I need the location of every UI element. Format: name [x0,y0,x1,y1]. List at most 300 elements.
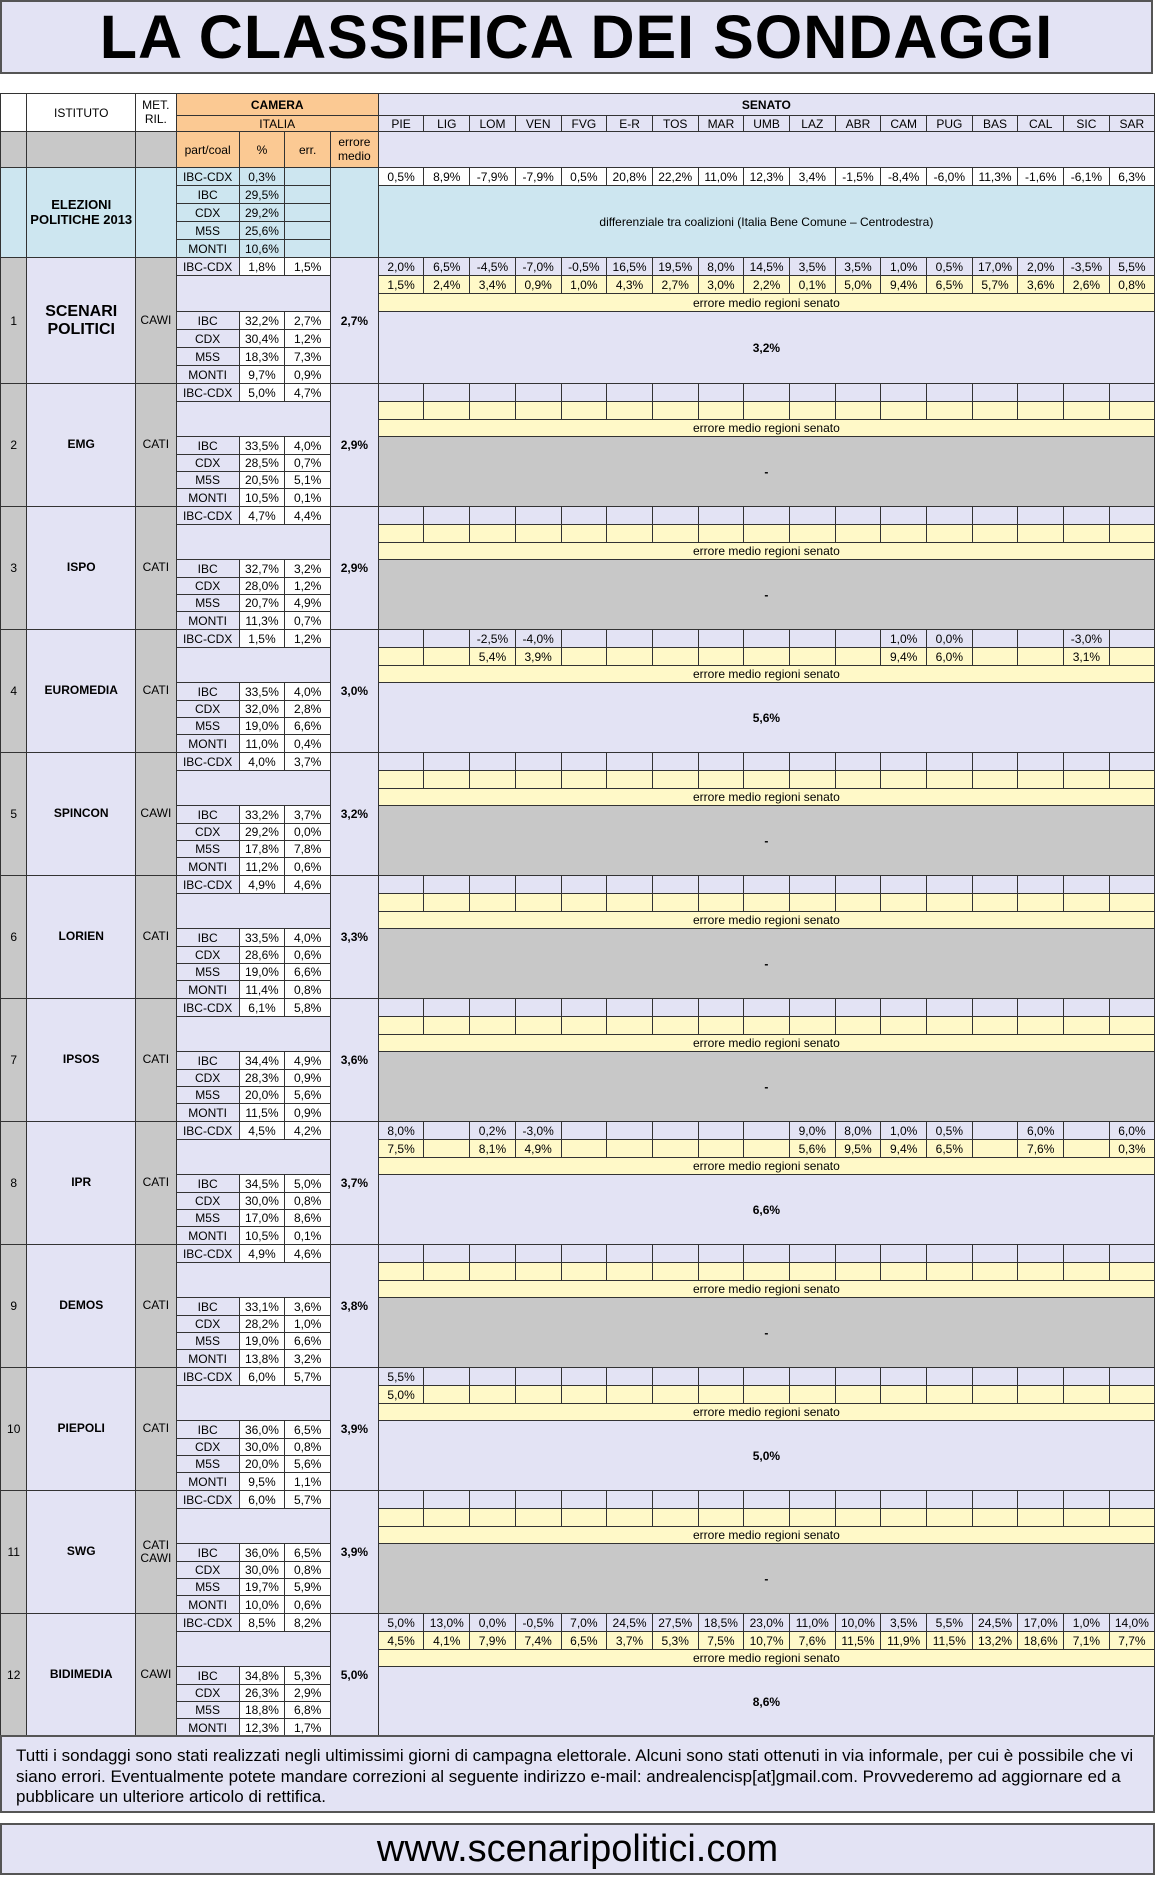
senate-diff-value [1109,507,1154,525]
senate-error-value [927,525,973,543]
senate-average-error: - [378,806,1154,876]
senate-error-value [424,894,470,912]
election-region-value: 8,9% [424,168,470,186]
poll-pct: 30,0% [239,1439,285,1456]
senate-error-value [378,771,424,789]
poll-party: CDX [176,578,239,595]
senate-diff-value [652,1368,698,1386]
senate-error-value [835,402,881,420]
senate-error-value [607,1263,653,1281]
senate-diff-value [424,630,470,648]
senate-diff-value [698,1122,744,1140]
senate-error-value: 5,0% [378,1386,424,1404]
senate-error-value [607,648,653,666]
poll-pct: 33,5% [239,929,285,947]
senate-average-error: - [378,560,1154,630]
senate-error-value [1018,402,1064,420]
senate-error-value [789,771,835,789]
senate-error-value [1018,1017,1064,1035]
senate-diff-value: 16,5% [607,258,653,276]
institute-name: EUROMEDIA [27,630,136,753]
senate-diff-value [1109,630,1154,648]
senate-error-value [652,1509,698,1527]
senate-diff-value [927,1368,973,1386]
senate-diff-value [607,1122,653,1140]
poll-pct: 20,5% [239,472,285,489]
senate-diff-value [1109,1368,1154,1386]
senate-diff-value [652,1491,698,1509]
senate-diff-value [515,507,561,525]
senate-error-value: 11,9% [881,1632,927,1650]
senate-diff-value: 1,0% [1064,1614,1110,1632]
average-error: 3,6% [330,999,378,1122]
poll-err: 5,8% [285,999,331,1017]
senate-diff-value [378,999,424,1017]
senate-diff-value [652,1245,698,1263]
header-italia: ITALIA [176,116,378,132]
senate-error-value [470,1017,516,1035]
senate-error-value: 9,4% [881,276,927,294]
poll-rank: 10 [1,1368,27,1491]
poll-pct: 33,2% [239,806,285,824]
senate-average-error: 5,6% [378,683,1154,753]
senate-error-value: 0,3% [1109,1140,1154,1158]
senate-error-value: 0,9% [515,276,561,294]
poll-party: CDX [176,330,239,348]
election-pct: 29,2% [239,204,285,222]
method: CAWI [136,753,177,876]
senate-error-value [744,1140,790,1158]
poll-err: 5,7% [285,1368,331,1386]
poll-party: MONTI [176,1104,239,1122]
poll-err: 0,7% [285,455,331,472]
poll-party: IBC-CDX [176,630,239,648]
poll-err: 1,2% [285,330,331,348]
poll-pct: 32,2% [239,312,285,330]
election-party: CDX [176,204,239,222]
senate-error-value [972,1263,1018,1281]
senate-error-value: 7,7% [1109,1632,1154,1650]
senate-diff-value [652,1122,698,1140]
senate-average-error: - [378,437,1154,507]
senate-diff-value [789,630,835,648]
senate-error-value [835,648,881,666]
institute-name: LORIEN [27,876,136,999]
poll-rank: 4 [1,630,27,753]
region-header: TOS [652,116,698,132]
senate-error-value [881,1017,927,1035]
website-url[interactable]: www.scenaripolitici.com [0,1823,1155,1875]
senate-diff-value: 14,5% [744,258,790,276]
senate-diff-value: 6,0% [1018,1122,1064,1140]
senate-error-value: 8,1% [470,1140,516,1158]
poll-err: 0,9% [285,366,331,384]
senate-error-value [1018,894,1064,912]
poll-party: M5S [176,718,239,735]
poll-party: CDX [176,947,239,964]
senate-diff-value [972,753,1018,771]
election-region-value: -7,9% [470,168,516,186]
senate-diff-value [652,999,698,1017]
poll-party: M5S [176,964,239,981]
senate-diff-value [881,1245,927,1263]
senate-error-value: 11,5% [927,1632,973,1650]
senate-error-value [972,771,1018,789]
senate-diff-value: 6,5% [424,258,470,276]
poll-rank: 6 [1,876,27,999]
senate-error-value [515,402,561,420]
senate-diff-value [378,384,424,402]
senate-error-label: errore medio regioni senato [378,1281,1154,1298]
poll-err: 5,3% [285,1667,331,1685]
senate-error-value [698,648,744,666]
senate-average-error: 5,0% [378,1421,1154,1491]
senate-diff-value [744,876,790,894]
senate-diff-value [744,1491,790,1509]
method: CATI [136,999,177,1122]
poll-err: 2,7% [285,312,331,330]
senate-error-value [698,1386,744,1404]
senate-error-value: 1,5% [378,276,424,294]
poll-err: 0,4% [285,735,331,753]
senate-diff-value [424,384,470,402]
senate-diff-value [972,876,1018,894]
senate-error-value [1109,402,1154,420]
senate-error-value [378,402,424,420]
senate-diff-value [1109,384,1154,402]
senate-diff-value [1018,630,1064,648]
poll-rank: 7 [1,999,27,1122]
senate-error-value [881,402,927,420]
senate-error-value [1109,1386,1154,1404]
poll-err: 0,6% [285,947,331,964]
poll-pct: 20,0% [239,1456,285,1473]
poll-err: 0,8% [285,981,331,999]
poll-party: IBC [176,437,239,455]
senate-diff-value [607,876,653,894]
senate-diff-value [470,753,516,771]
senate-error-value: 7,6% [789,1632,835,1650]
poll-err: 3,7% [285,806,331,824]
poll-pct: 29,2% [239,824,285,841]
senate-diff-value [424,1491,470,1509]
poll-party: MONTI [176,1473,239,1491]
senate-error-value [835,525,881,543]
senate-diff-value [881,1368,927,1386]
senate-error-value [470,402,516,420]
senate-error-value: 5,7% [972,276,1018,294]
senate-diff-value [698,1368,744,1386]
senate-error-value: 2,6% [1064,276,1110,294]
senate-diff-value: 24,5% [972,1614,1018,1632]
poll-party: IBC [176,1544,239,1562]
poll-party: M5S [176,1579,239,1596]
senate-diff-value [652,507,698,525]
poll-pct: 17,8% [239,841,285,858]
senate-error-value: 4,3% [607,276,653,294]
senate-error-value [561,1509,607,1527]
senate-diff-value [424,1245,470,1263]
senate-error-value [927,894,973,912]
election-pct: 29,5% [239,186,285,204]
election-pct: 0,3% [239,168,285,186]
senate-diff-value: 23,0% [744,1614,790,1632]
senate-error-label: errore medio regioni senato [378,1527,1154,1544]
poll-party: M5S [176,1087,239,1104]
senate-diff-value [1109,753,1154,771]
election-region-value: -1,5% [835,168,881,186]
poll-err: 1,7% [285,1719,331,1737]
senate-error-value: 13,2% [972,1632,1018,1650]
senate-error-value [1064,525,1110,543]
senate-diff-value [1018,753,1064,771]
senate-diff-value [1109,1245,1154,1263]
senate-diff-value [378,1491,424,1509]
senate-diff-value: 17,0% [1018,1614,1064,1632]
senate-error-value [927,402,973,420]
poll-pct: 34,4% [239,1052,285,1070]
poll-err: 3,2% [285,560,331,578]
senate-error-label: errore medio regioni senato [378,543,1154,560]
senate-error-value [744,1017,790,1035]
poll-err: 1,2% [285,630,331,648]
senate-diff-value [607,1368,653,1386]
senate-error-value: 1,0% [561,276,607,294]
poll-pct: 30,0% [239,1562,285,1579]
senate-error-value [744,1263,790,1281]
region-header: CAM [881,116,927,132]
senate-average-error: - [378,929,1154,999]
poll-pct: 19,0% [239,964,285,981]
senate-error-value [1109,771,1154,789]
senate-error-value [972,1140,1018,1158]
senate-error-value: 6,5% [927,276,973,294]
poll-party: IBC [176,806,239,824]
senate-diff-value [1064,507,1110,525]
average-error: 2,9% [330,507,378,630]
senate-error-value [652,1386,698,1404]
senate-error-value: 3,7% [607,1632,653,1650]
senate-error-value: 2,7% [652,276,698,294]
senate-diff-value [927,753,973,771]
senate-diff-value [789,876,835,894]
senate-average-error: - [378,1298,1154,1368]
poll-err: 0,6% [285,858,331,876]
region-header: ABR [835,116,881,132]
senate-error-value [378,1263,424,1281]
poll-err: 4,9% [285,1052,331,1070]
method: CATI [136,1122,177,1245]
senate-error-value: 0,8% [1109,276,1154,294]
senate-diff-value [424,507,470,525]
poll-party: IBC-CDX [176,1368,239,1386]
poll-err: 0,0% [285,824,331,841]
senate-diff-value [1018,507,1064,525]
poll-err: 6,6% [285,718,331,735]
election-party: IBC [176,186,239,204]
poll-err: 4,0% [285,929,331,947]
senate-diff-value [972,1491,1018,1509]
senate-diff-value [607,1245,653,1263]
poll-err: 5,7% [285,1491,331,1509]
senate-error-value [378,894,424,912]
poll-party: MONTI [176,612,239,630]
poll-err: 3,7% [285,753,331,771]
senate-error-value [744,1509,790,1527]
senate-error-value [881,894,927,912]
poll-err: 7,3% [285,348,331,366]
senate-error-value [1109,1509,1154,1527]
poll-pct: 18,8% [239,1702,285,1719]
average-error: 3,9% [330,1491,378,1614]
election-label: ELEZIONI POLITICHE 2013 [27,168,136,258]
poll-party: IBC-CDX [176,753,239,771]
poll-err: 8,2% [285,1614,331,1632]
senate-diff-value [835,507,881,525]
senate-error-value [927,1509,973,1527]
senate-error-value: 9,4% [881,1140,927,1158]
senate-diff-value [515,1245,561,1263]
method: CATI [136,384,177,507]
page-title: LA CLASSIFICA DEI SONDAGGI [99,2,1054,71]
senate-error-value: 7,6% [1018,1140,1064,1158]
senate-error-value [424,1140,470,1158]
average-error: 3,7% [330,1122,378,1245]
senate-error-value [1018,1509,1064,1527]
region-header: LOM [470,116,516,132]
senate-diff-value: 27,5% [652,1614,698,1632]
poll-err: 7,8% [285,841,331,858]
senate-diff-value [881,1491,927,1509]
poll-rank: 3 [1,507,27,630]
senate-diff-value [927,876,973,894]
senate-error-value [652,525,698,543]
senate-diff-value [515,1491,561,1509]
method: CATI [136,1245,177,1368]
senate-error-value [972,525,1018,543]
senate-error-value [652,648,698,666]
election-region-value: 20,8% [607,168,653,186]
senate-error-value [515,771,561,789]
poll-pct: 19,7% [239,1579,285,1596]
senate-error-value: 7,9% [470,1632,516,1650]
senate-error-value [652,1017,698,1035]
poll-party: IBC [176,312,239,330]
senate-error-value [789,648,835,666]
senate-diff-value [1064,1122,1110,1140]
senate-error-value [698,1017,744,1035]
senate-diff-value: 0,5% [927,258,973,276]
senate-diff-value: 1,0% [881,258,927,276]
election-region-value: 22,2% [652,168,698,186]
senate-diff-value: -2,5% [470,630,516,648]
senate-diff-value [424,999,470,1017]
poll-pct: 8,5% [239,1614,285,1632]
region-header: SAR [1109,116,1154,132]
poll-rank: 12 [1,1614,27,1737]
senate-diff-value: 5,0% [378,1614,424,1632]
senate-error-value: 9,5% [835,1140,881,1158]
poll-err: 0,6% [285,1596,331,1614]
poll-party: IBC [176,1421,239,1439]
senate-error-value [561,1386,607,1404]
senate-error-label: errore medio regioni senato [378,912,1154,929]
senate-diff-value: 2,0% [378,258,424,276]
senate-error-value [1064,771,1110,789]
senate-diff-value [789,753,835,771]
senate-diff-value [1064,1491,1110,1509]
senate-diff-value [378,1245,424,1263]
election-region-value: 11,0% [698,168,744,186]
senate-diff-value: 0,2% [470,1122,516,1140]
senate-diff-value [881,876,927,894]
senate-diff-value: 8,0% [378,1122,424,1140]
senate-error-value [881,1263,927,1281]
senate-diff-value: 0,0% [927,630,973,648]
senate-error-value [515,1386,561,1404]
senate-diff-value: 14,0% [1109,1614,1154,1632]
poll-party: MONTI [176,1227,239,1245]
senate-error-value [607,771,653,789]
senate-diff-value: 1,0% [881,1122,927,1140]
header-rank [1,94,27,132]
senate-error-value [972,1017,1018,1035]
senate-error-value [515,894,561,912]
senate-diff-value [424,1368,470,1386]
senate-error-value: 7,5% [698,1632,744,1650]
senate-diff-value: -4,5% [470,258,516,276]
polls-table [0,93,1155,1737]
election-region-value: -6,1% [1064,168,1110,186]
senate-error-value [789,894,835,912]
senate-error-value [789,1386,835,1404]
senate-error-value: 4,9% [515,1140,561,1158]
poll-err: 0,8% [285,1193,331,1210]
senate-diff-value [972,1245,1018,1263]
senate-diff-value [1064,1368,1110,1386]
senate-error-value [470,771,516,789]
senate-diff-value [972,384,1018,402]
poll-err: 4,2% [285,1122,331,1140]
senate-error-value: 4,5% [378,1632,424,1650]
senate-diff-value [1018,1491,1064,1509]
senate-diff-value [470,507,516,525]
poll-err: 0,9% [285,1070,331,1087]
poll-err: 0,8% [285,1562,331,1579]
poll-err: 1,2% [285,578,331,595]
poll-party: M5S [176,841,239,858]
senate-diff-value: 18,5% [698,1614,744,1632]
poll-pct: 4,9% [239,876,285,894]
poll-pct: 32,7% [239,560,285,578]
senate-error-label: errore medio regioni senato [378,420,1154,437]
senate-diff-value: 5,5% [378,1368,424,1386]
senate-error-value [470,1386,516,1404]
senate-diff-value [835,1245,881,1263]
election-region-value: -7,9% [515,168,561,186]
senate-diff-value [698,876,744,894]
senate-error-value: 6,5% [927,1140,973,1158]
poll-err: 6,5% [285,1544,331,1562]
region-header: PIE [378,116,424,132]
poll-pct: 36,0% [239,1544,285,1562]
poll-pct: 32,0% [239,701,285,718]
poll-party: MONTI [176,858,239,876]
senate-error-value [835,1386,881,1404]
senate-error-value: 3,0% [698,276,744,294]
senate-diff-value [698,753,744,771]
poll-pct: 9,7% [239,366,285,384]
